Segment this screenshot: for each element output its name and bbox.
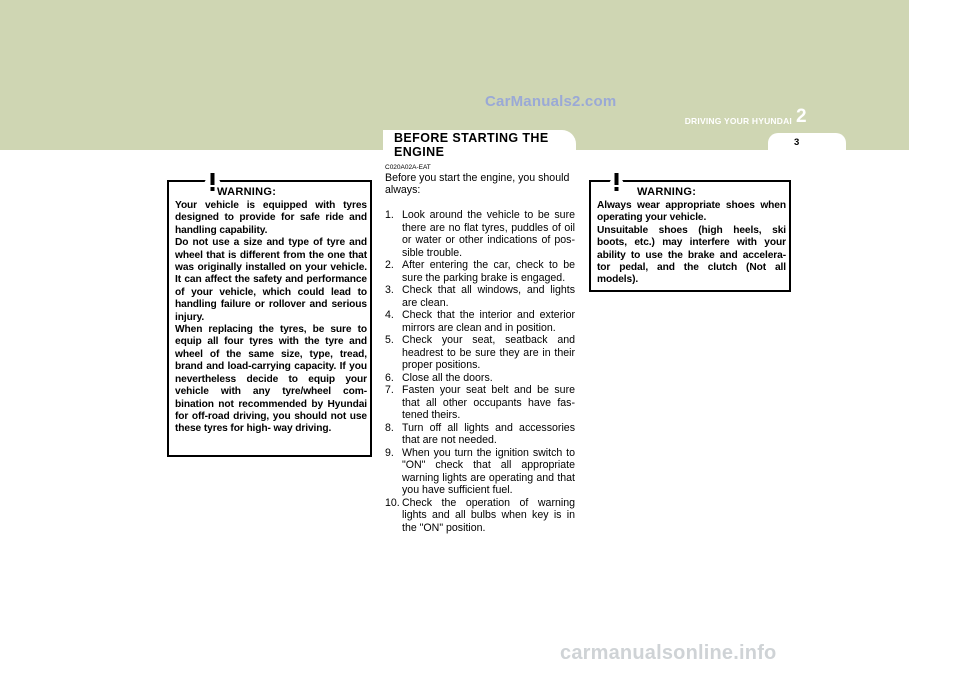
checklist-item-number: 1. xyxy=(385,209,394,221)
checklist-item-number: 8. xyxy=(385,421,394,434)
warning-paragraph: Unsuitable shoes (high heels, ski boots, etc.) may interfere with your ability to use the brake and accelera- tor pedal, and the clutch (Not all models). xyxy=(597,224,786,286)
checklist-item xyxy=(385,372,575,385)
warning-paragraph: Do not use a size and type of tyre and wheel that is different from the one that was originally installed on your vehicle. It can affect the safety and performance of your vehicle, which could lead to handling failure or rollover and serious injury. xyxy=(175,237,367,323)
checklist-item-number: 10. xyxy=(385,496,400,509)
section-title: BEFORE STARTING THE ENGINE xyxy=(394,131,549,159)
warning-paragraph: When replacing the tyres, be sure to equip all four tyres with the tyre and wheel of the same size, type, tread, brand and load-carrying capacity. If you nevertheless decide to equip your vehicle with any tyre/wheel com- bination not recommended by Hyundai for off-road driving, you should not use these tyres for high- way driving. xyxy=(175,324,367,435)
page-number: 3 xyxy=(794,137,800,148)
warning-paragraph: Your vehicle is equipped with tyres designed to provide for safe ride and handling capability. xyxy=(175,200,367,236)
warning-box-shoes xyxy=(589,180,791,292)
watermark-bottom[interactable]: carmanualsonline.info xyxy=(560,642,777,664)
checklist-item-text: When you turn the ignition switch to "ON" check that all appropriate warning lights are operating and that you have sufficient fuel. xyxy=(402,446,575,496)
checklist-item xyxy=(385,309,575,334)
checklist-item-text: Turn off all lights and accessories that are not needed. xyxy=(402,421,575,446)
checklist-item xyxy=(385,497,575,535)
checklist-item-text: Check your seat, seatback and headrest to be sure they are in their proper positions. xyxy=(402,334,575,371)
warning-box-tyres xyxy=(167,180,372,457)
checklist-item-text: Fasten your seat belt and be sure that all other occupants have fas- tened theirs. xyxy=(402,384,575,421)
warning-text xyxy=(597,200,786,287)
checklist xyxy=(385,209,575,534)
checklist-item-text: Look around the vehicle to be sure there are no flat tyres, puddles of oil or water or other indications of pos- sible trouble. xyxy=(402,209,575,259)
checklist-item xyxy=(385,384,575,422)
checklist-item-text: Check that the interior and exterior mirrors are clean and in position. xyxy=(402,309,575,334)
page-number-tab xyxy=(768,133,846,153)
checklist-item-number: 9. xyxy=(385,446,394,459)
checklist-item xyxy=(385,422,575,447)
section-code: C020A02A-EAT xyxy=(385,164,431,171)
chapter-title: DRIVING YOUR HYUNDAI xyxy=(684,116,792,126)
section-intro: Before you start the engine, you should always: xyxy=(385,172,570,197)
warning-paragraph: Always wear appropriate shoes when operating your vehicle. xyxy=(597,200,786,224)
checklist-item xyxy=(385,334,575,372)
checklist-item-number: 3. xyxy=(385,284,394,296)
checklist-item-number: 5. xyxy=(385,334,394,346)
checklist-item xyxy=(385,259,575,284)
header-band xyxy=(0,0,909,150)
checklist-item-number: 4. xyxy=(385,309,394,321)
checklist-item-number: 6. xyxy=(385,371,394,384)
watermark-top[interactable]: CarManuals2.com xyxy=(485,93,617,110)
checklist-item xyxy=(385,209,575,259)
checklist-item xyxy=(385,447,575,497)
warning-triangle-icon xyxy=(603,169,630,193)
checklist-item xyxy=(385,284,575,309)
warning-text xyxy=(175,200,367,436)
chapter-number: 2 xyxy=(796,106,807,127)
checklist-item-text: After entering the car, check to be sure the parking brake is engaged. xyxy=(402,259,575,284)
warning-heading: WARNING: xyxy=(217,186,277,198)
checklist-item-text: Check the operation of warning lights and all bulbs when key is in the "ON" position. xyxy=(402,496,575,534)
warning-heading: WARNING: xyxy=(637,186,697,198)
checklist-item-number: 2. xyxy=(385,259,394,271)
checklist-item-number: 7. xyxy=(385,384,394,396)
checklist-item-text: Check that all windows, and lights are clean. xyxy=(402,284,575,309)
checklist-item-text: Close all the doors. xyxy=(402,371,493,384)
